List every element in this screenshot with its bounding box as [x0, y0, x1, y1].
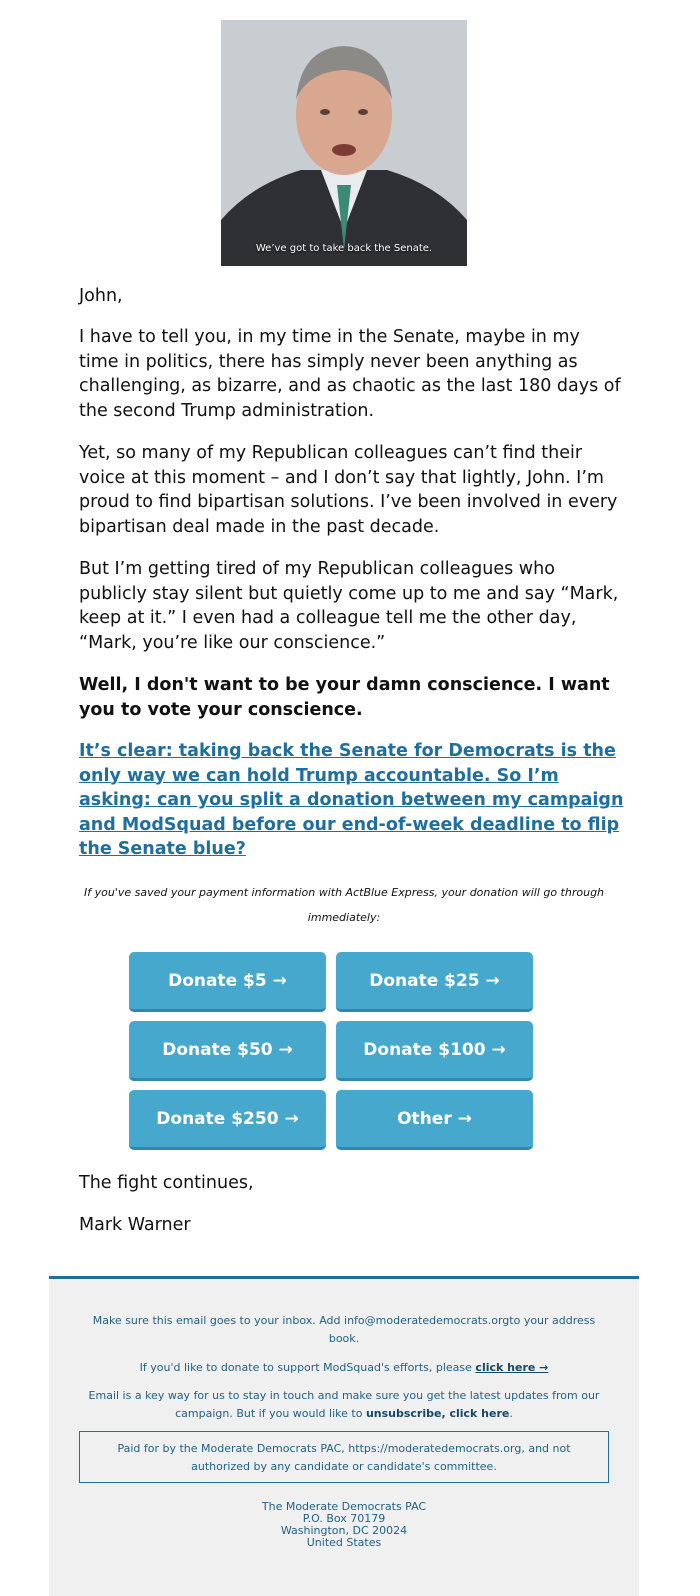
unsubscribe-link[interactable]: unsubscribe, click here [365, 1407, 510, 1420]
bold-statement-text: Well, I don't want to be your damn conscience. I want you to vote your conscience. [79, 675, 610, 720]
bold-statement [79, 673, 624, 722]
support-click-here-link[interactable]: click here → [475, 1361, 549, 1374]
paid-for-disclaimer: Paid for by the Moderate Democrats PAC, https://moderatedemocrats.org, and not authorized by any candidate or candidate's committee. [79, 1431, 609, 1483]
address-country: United States [306, 1536, 382, 1549]
actblue-express-notice: If you've saved your payment information with ActBlue Express, your donation will go through immediately: [83, 886, 605, 924]
donate-100-button[interactable]: Donate $100 → [336, 1021, 533, 1081]
paragraph-3-text: But I’m getting tired of my Republican colleagues who publicly stay silent but quietly come up to me and say “Mark, keep at it.” I even had a colleague tell me the other day, “Mark, you’re like our conscience.” [79, 559, 619, 653]
unsubscribe-notice [79, 1387, 609, 1423]
paragraph-3 [79, 557, 624, 655]
speaker-photo-illustration [221, 20, 467, 266]
signature [79, 1213, 624, 1238]
signature-text: Mark Warner [79, 1215, 191, 1235]
paragraph-2-text: Yet, so many of my Republican colleagues can’t find their voice at this moment – and I don’t say that lightly, John. I’m proud to find bipartisan solutions. I’ve been involved in every bipartisan deal made in the past decade. [79, 443, 618, 537]
address-po-box: P.O. Box 70179 [302, 1512, 386, 1525]
support-notice [79, 1359, 609, 1377]
mailing-address [79, 1501, 609, 1549]
stay-in-touch-prefix: Email is a key way for us to stay in touch and make sure you get the latest updates from our campaign. But if you would like to [88, 1389, 600, 1420]
donate-5-button[interactable]: Donate $5 → [129, 952, 326, 1012]
video-caption: We’ve got to take back the Senate. [255, 243, 433, 254]
paragraph-2 [79, 441, 624, 539]
email-footer [49, 1276, 639, 1596]
stay-in-touch-suffix: . [509, 1407, 513, 1420]
donate-25-button[interactable]: Donate $25 → [336, 952, 533, 1012]
paragraph-1 [79, 325, 624, 423]
donation-ask [79, 739, 624, 862]
support-prefix: If you'd like to donate to support ModSquad's efforts, please [139, 1361, 476, 1374]
address-city: Washington, DC 20024 [280, 1524, 408, 1537]
donate-other-button[interactable]: Other → [336, 1090, 533, 1150]
donation-ask-link[interactable]: It’s clear: taking back the Senate for Democrats is the only way we can hold Trump accountable. So I’m asking: can you split a donation between my campaign and ModSquad before our end-of-week deadline to flip the Senate blue? [79, 741, 624, 859]
donate-250-button[interactable]: Donate $250 → [129, 1090, 326, 1150]
inbox-notice: Make sure this email goes to your inbox. Add info@moderatedemocrats.orgto your address book. [92, 1314, 596, 1345]
closing-text: The fight continues, [79, 1173, 254, 1193]
hero-video-thumbnail[interactable] [221, 20, 467, 266]
greeting-text: John, [79, 286, 123, 306]
address-org: The Moderate Democrats PAC [261, 1500, 427, 1513]
greeting [79, 284, 624, 309]
donate-50-button[interactable]: Donate $50 → [129, 1021, 326, 1081]
donate-button-grid [129, 952, 533, 1152]
paragraph-1-text: I have to tell you, in my time in the Senate, maybe in my time in politics, there has simply never been anything as challenging, as bizarre, and as chaotic as the last 180 days of the second Trump administration. [79, 327, 621, 421]
closing [79, 1171, 624, 1196]
